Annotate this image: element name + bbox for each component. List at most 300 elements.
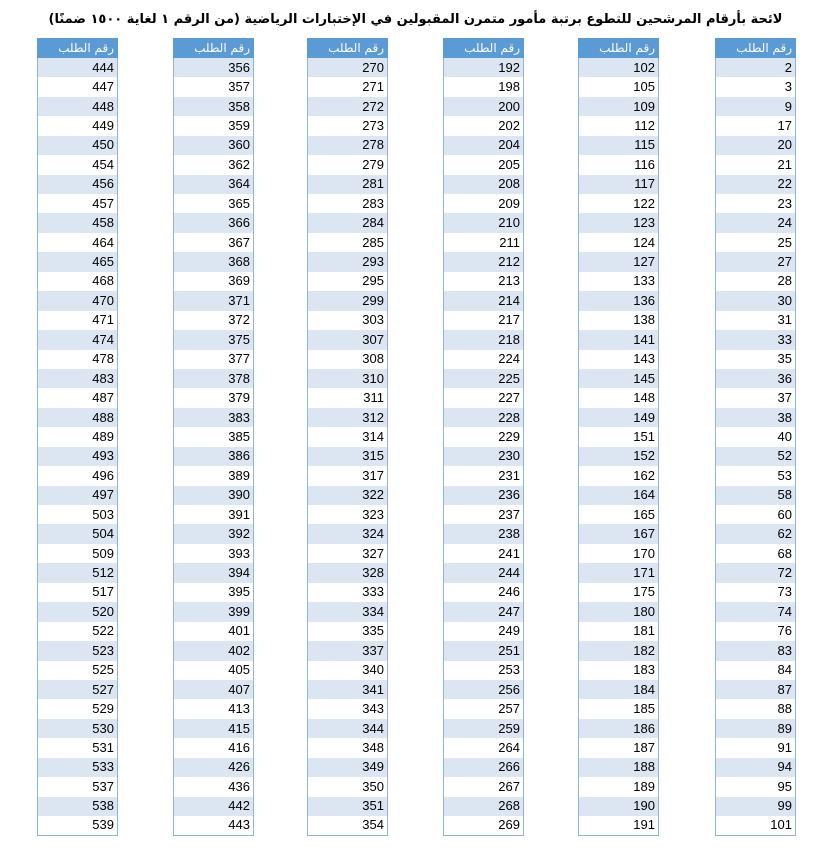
application-number-cell: 378 xyxy=(174,369,254,388)
table-row xyxy=(308,252,388,271)
table-row xyxy=(174,544,254,563)
application-number-cell: 323 xyxy=(308,505,388,524)
application-number-cell: 478 xyxy=(38,350,118,369)
application-number-cell: 413 xyxy=(174,699,254,718)
table-row xyxy=(308,116,388,135)
table-row xyxy=(38,719,118,738)
table-row xyxy=(38,194,118,213)
table-row xyxy=(38,388,118,407)
application-number-cell: 285 xyxy=(308,233,388,252)
application-number-cell: 40 xyxy=(716,427,796,446)
application-number-cell: 456 xyxy=(38,175,118,194)
table-row xyxy=(308,661,388,680)
application-number-cell: 416 xyxy=(174,738,254,757)
application-number-cell: 356 xyxy=(174,58,254,77)
table-row xyxy=(174,97,254,116)
application-number-cell: 109 xyxy=(579,97,659,116)
application-number-cell: 202 xyxy=(444,116,524,135)
application-number-cell: 351 xyxy=(308,797,388,816)
table-row xyxy=(174,447,254,466)
applicant-column-5 xyxy=(173,38,254,836)
table-row xyxy=(174,563,254,582)
table-row xyxy=(579,97,659,116)
application-number-cell: 517 xyxy=(38,583,118,602)
application-number-cell: 457 xyxy=(38,194,118,213)
table-row xyxy=(174,155,254,174)
table-row xyxy=(38,77,118,96)
table-row xyxy=(174,116,254,135)
application-number-cell: 149 xyxy=(579,408,659,427)
table-row xyxy=(308,583,388,602)
table-row xyxy=(174,486,254,505)
application-number-cell: 377 xyxy=(174,350,254,369)
application-number-cell: 87 xyxy=(716,680,796,699)
table-row xyxy=(716,427,796,446)
table-row xyxy=(174,738,254,757)
application-number-cell: 91 xyxy=(716,738,796,757)
table-row xyxy=(579,427,659,446)
application-number-cell: 162 xyxy=(579,466,659,485)
table-row xyxy=(716,699,796,718)
table-row xyxy=(308,680,388,699)
table-row xyxy=(38,524,118,543)
table-row xyxy=(716,194,796,213)
table-row xyxy=(716,447,796,466)
table-row xyxy=(444,272,524,291)
application-number-cell: 471 xyxy=(38,311,118,330)
application-number-cell: 9 xyxy=(716,97,796,116)
application-number-cell: 200 xyxy=(444,97,524,116)
table-row xyxy=(444,252,524,271)
table-row xyxy=(308,738,388,757)
table-row xyxy=(579,602,659,621)
application-number-cell: 190 xyxy=(579,797,659,816)
table-row xyxy=(38,213,118,232)
table-row xyxy=(174,350,254,369)
table-row xyxy=(174,719,254,738)
table-row xyxy=(174,602,254,621)
application-number-cell: 327 xyxy=(308,544,388,563)
application-number-cell: 164 xyxy=(579,486,659,505)
application-number-cell: 271 xyxy=(308,77,388,96)
table-row xyxy=(579,155,659,174)
application-number-cell: 390 xyxy=(174,486,254,505)
table-row xyxy=(444,777,524,796)
table-row xyxy=(38,408,118,427)
table-row xyxy=(308,311,388,330)
application-number-cell: 328 xyxy=(308,563,388,582)
table-row xyxy=(716,408,796,427)
application-number-cell: 340 xyxy=(308,661,388,680)
application-number-cell: 58 xyxy=(716,486,796,505)
application-number-cell: 344 xyxy=(308,719,388,738)
application-number-cell: 84 xyxy=(716,661,796,680)
application-number-cell: 237 xyxy=(444,505,524,524)
application-number-cell: 343 xyxy=(308,699,388,718)
application-number-cell: 520 xyxy=(38,602,118,621)
table-row xyxy=(308,641,388,660)
application-number-cell: 95 xyxy=(716,777,796,796)
table-row xyxy=(174,408,254,427)
application-number-cell: 337 xyxy=(308,641,388,660)
table-row xyxy=(38,97,118,116)
table-row xyxy=(38,544,118,563)
table-row xyxy=(444,641,524,660)
application-number-cell: 38 xyxy=(716,408,796,427)
application-number-cell: 307 xyxy=(308,330,388,349)
table-row xyxy=(174,583,254,602)
table-row xyxy=(716,641,796,660)
table-row xyxy=(38,233,118,252)
application-number-cell: 447 xyxy=(38,77,118,96)
table-row xyxy=(38,252,118,271)
application-number-cell: 133 xyxy=(579,272,659,291)
application-number-cell: 488 xyxy=(38,408,118,427)
application-number-cell: 393 xyxy=(174,544,254,563)
table-row xyxy=(174,524,254,543)
application-number-cell: 278 xyxy=(308,136,388,155)
application-number-cell: 105 xyxy=(579,77,659,96)
application-number-cell: 151 xyxy=(579,427,659,446)
table-row xyxy=(308,77,388,96)
table-row xyxy=(444,311,524,330)
application-number-cell: 357 xyxy=(174,77,254,96)
application-number-cell: 213 xyxy=(444,272,524,291)
application-number-cell: 185 xyxy=(579,699,659,718)
table-row xyxy=(308,350,388,369)
table-row xyxy=(174,777,254,796)
application-number-cell: 299 xyxy=(308,291,388,310)
application-number-cell: 116 xyxy=(579,155,659,174)
table-row xyxy=(579,175,659,194)
application-number-cell: 324 xyxy=(308,524,388,543)
application-number-cell: 117 xyxy=(579,175,659,194)
table-row xyxy=(174,466,254,485)
table-row xyxy=(716,738,796,757)
table-row xyxy=(444,369,524,388)
application-number-cell: 348 xyxy=(308,738,388,757)
application-number-cell: 394 xyxy=(174,563,254,582)
table-row xyxy=(444,719,524,738)
table-row xyxy=(174,58,254,77)
application-number-cell: 30 xyxy=(716,291,796,310)
table-row xyxy=(308,524,388,543)
table-row xyxy=(716,797,796,816)
table-row xyxy=(444,408,524,427)
table-row xyxy=(174,816,254,835)
application-number-cell: 231 xyxy=(444,466,524,485)
table-row xyxy=(579,661,659,680)
table-row xyxy=(579,58,659,77)
application-number-cell: 464 xyxy=(38,233,118,252)
application-number-cell: 145 xyxy=(579,369,659,388)
application-number-cell: 386 xyxy=(174,447,254,466)
table-row xyxy=(444,816,524,835)
table-row xyxy=(579,388,659,407)
application-number-cell: 236 xyxy=(444,486,524,505)
application-number-cell: 136 xyxy=(579,291,659,310)
application-number-cell: 311 xyxy=(308,388,388,407)
application-number-cell: 268 xyxy=(444,797,524,816)
application-number-cell: 122 xyxy=(579,194,659,213)
application-number-cell: 198 xyxy=(444,77,524,96)
table-row xyxy=(308,544,388,563)
application-number-cell: 367 xyxy=(174,233,254,252)
table-row xyxy=(444,77,524,96)
application-number-cell: 241 xyxy=(444,544,524,563)
application-number-cell: 228 xyxy=(444,408,524,427)
table-row xyxy=(444,213,524,232)
table-row xyxy=(308,447,388,466)
table-row xyxy=(579,311,659,330)
table-row xyxy=(38,797,118,816)
application-number-cell: 31 xyxy=(716,311,796,330)
table-row xyxy=(308,369,388,388)
table-row xyxy=(579,738,659,757)
application-number-cell: 224 xyxy=(444,350,524,369)
table-row xyxy=(38,505,118,524)
application-number-cell: 73 xyxy=(716,583,796,602)
table-row xyxy=(579,505,659,524)
application-number-cell: 391 xyxy=(174,505,254,524)
table-row xyxy=(579,291,659,310)
table-row xyxy=(716,291,796,310)
table-row xyxy=(579,544,659,563)
table-row xyxy=(444,194,524,213)
table-row xyxy=(444,797,524,816)
application-number-cell: 184 xyxy=(579,680,659,699)
table-row xyxy=(716,661,796,680)
application-number-cell: 489 xyxy=(38,427,118,446)
table-row xyxy=(444,175,524,194)
application-number-cell: 211 xyxy=(444,233,524,252)
table-row xyxy=(308,563,388,582)
application-number-cell: 442 xyxy=(174,797,254,816)
table-row xyxy=(716,116,796,135)
table-row xyxy=(716,252,796,271)
table-row xyxy=(308,175,388,194)
application-number-cell: 333 xyxy=(308,583,388,602)
table-row xyxy=(38,58,118,77)
application-number-cell: 293 xyxy=(308,252,388,271)
application-number-cell: 533 xyxy=(38,758,118,777)
table-row xyxy=(308,427,388,446)
table-row xyxy=(38,816,118,835)
application-number-cell: 189 xyxy=(579,777,659,796)
table-row xyxy=(579,369,659,388)
table-row xyxy=(38,486,118,505)
application-number-cell: 443 xyxy=(174,816,254,835)
table-row xyxy=(444,486,524,505)
table-row xyxy=(308,233,388,252)
table-row xyxy=(38,155,118,174)
application-number-cell: 496 xyxy=(38,466,118,485)
application-number-cell: 465 xyxy=(38,252,118,271)
application-number-cell: 102 xyxy=(579,58,659,77)
table-row xyxy=(444,622,524,641)
application-number-cell: 123 xyxy=(579,213,659,232)
application-number-cell: 310 xyxy=(308,369,388,388)
table-row xyxy=(716,388,796,407)
application-number-cell: 371 xyxy=(174,291,254,310)
application-number-cell: 210 xyxy=(444,213,524,232)
application-number-cell: 83 xyxy=(716,641,796,660)
application-number-cell: 208 xyxy=(444,175,524,194)
table-row xyxy=(308,699,388,718)
table-row xyxy=(308,194,388,213)
table-row xyxy=(579,758,659,777)
table-row xyxy=(579,252,659,271)
table-row xyxy=(38,350,118,369)
application-number-cell: 360 xyxy=(174,136,254,155)
table-row xyxy=(716,466,796,485)
application-number-cell: 101 xyxy=(716,816,796,835)
table-row xyxy=(174,77,254,96)
table-row xyxy=(444,583,524,602)
application-number-cell: 23 xyxy=(716,194,796,213)
application-number-cell: 24 xyxy=(716,213,796,232)
table-row xyxy=(308,155,388,174)
application-number-cell: 225 xyxy=(444,369,524,388)
table-row xyxy=(579,641,659,660)
application-number-cell: 20 xyxy=(716,136,796,155)
table-row xyxy=(579,350,659,369)
table-row xyxy=(308,719,388,738)
application-number-cell: 372 xyxy=(174,311,254,330)
application-number-cell: 165 xyxy=(579,505,659,524)
table-row xyxy=(716,505,796,524)
application-number-cell: 538 xyxy=(38,797,118,816)
application-number-cell: 94 xyxy=(716,758,796,777)
table-row xyxy=(38,136,118,155)
table-row xyxy=(174,233,254,252)
table-row xyxy=(579,719,659,738)
application-number-cell: 3 xyxy=(716,77,796,96)
table-row xyxy=(174,427,254,446)
application-number-cell: 60 xyxy=(716,505,796,524)
table-row xyxy=(444,136,524,155)
application-number-cell: 186 xyxy=(579,719,659,738)
table-row xyxy=(444,97,524,116)
application-number-cell: 188 xyxy=(579,758,659,777)
table-row xyxy=(579,680,659,699)
application-number-cell: 127 xyxy=(579,252,659,271)
application-number-cell: 448 xyxy=(38,97,118,116)
applicant-column-3 xyxy=(443,38,524,836)
table-row xyxy=(174,388,254,407)
application-number-cell: 468 xyxy=(38,272,118,291)
application-number-cell: 523 xyxy=(38,641,118,660)
application-number-cell: 497 xyxy=(38,486,118,505)
application-number-cell: 183 xyxy=(579,661,659,680)
application-number-cell: 264 xyxy=(444,738,524,757)
table-row xyxy=(444,505,524,524)
table-row xyxy=(174,680,254,699)
table-row xyxy=(444,661,524,680)
application-number-cell: 379 xyxy=(174,388,254,407)
application-number-cell: 530 xyxy=(38,719,118,738)
table-row xyxy=(444,699,524,718)
application-number-cell: 21 xyxy=(716,155,796,174)
table-row xyxy=(174,213,254,232)
application-number-cell: 76 xyxy=(716,622,796,641)
table-row xyxy=(174,797,254,816)
table-row xyxy=(579,699,659,718)
application-number-cell: 407 xyxy=(174,680,254,699)
application-number-cell: 175 xyxy=(579,583,659,602)
table-row xyxy=(716,311,796,330)
table-row xyxy=(716,175,796,194)
application-number-cell: 349 xyxy=(308,758,388,777)
table-row xyxy=(579,233,659,252)
application-number-cell: 259 xyxy=(444,719,524,738)
application-number-cell: 402 xyxy=(174,641,254,660)
application-number-cell: 493 xyxy=(38,447,118,466)
application-number-cell: 269 xyxy=(444,816,524,835)
application-number-cell: 529 xyxy=(38,699,118,718)
application-number-cell: 36 xyxy=(716,369,796,388)
table-row xyxy=(308,213,388,232)
table-row xyxy=(716,563,796,582)
table-row xyxy=(716,719,796,738)
table-row xyxy=(174,330,254,349)
table-row xyxy=(444,233,524,252)
application-number-cell: 503 xyxy=(38,505,118,524)
page-title: لائحة بأرقام المرشحين للتطوع برتبة مأمور متمرن المقبولين في الإختبارات الرياضية (من الرقم ١ لغاية ١٥٠٠ ضمنًا) xyxy=(48,12,783,27)
application-number-cell: 238 xyxy=(444,524,524,543)
application-number-cell: 138 xyxy=(579,311,659,330)
table-row xyxy=(308,136,388,155)
table-row xyxy=(38,583,118,602)
application-number-cell: 522 xyxy=(38,622,118,641)
application-number-cell: 244 xyxy=(444,563,524,582)
application-number-cell: 273 xyxy=(308,116,388,135)
application-number-cell: 62 xyxy=(716,524,796,543)
table-row xyxy=(444,680,524,699)
table-row xyxy=(716,233,796,252)
application-number-cell: 272 xyxy=(308,97,388,116)
application-number-cell: 415 xyxy=(174,719,254,738)
table-row xyxy=(579,194,659,213)
table-row xyxy=(38,175,118,194)
table-row xyxy=(38,291,118,310)
application-number-cell: 531 xyxy=(38,738,118,757)
table-row xyxy=(38,330,118,349)
table-row xyxy=(308,758,388,777)
table-row xyxy=(38,116,118,135)
table-row xyxy=(38,622,118,641)
application-number-cell: 444 xyxy=(38,58,118,77)
table-row xyxy=(308,272,388,291)
table-row xyxy=(444,388,524,407)
application-number-cell: 283 xyxy=(308,194,388,213)
table-row xyxy=(579,797,659,816)
table-row xyxy=(579,408,659,427)
table-row xyxy=(716,136,796,155)
table-row xyxy=(174,252,254,271)
table-row xyxy=(308,486,388,505)
table-row xyxy=(38,369,118,388)
application-number-cell: 308 xyxy=(308,350,388,369)
table-row xyxy=(38,447,118,466)
table-row xyxy=(308,388,388,407)
application-number-cell: 395 xyxy=(174,583,254,602)
application-number-cell: 53 xyxy=(716,466,796,485)
application-number-cell: 368 xyxy=(174,252,254,271)
application-number-cell: 52 xyxy=(716,447,796,466)
application-number-cell: 2 xyxy=(716,58,796,77)
application-number-cell: 369 xyxy=(174,272,254,291)
